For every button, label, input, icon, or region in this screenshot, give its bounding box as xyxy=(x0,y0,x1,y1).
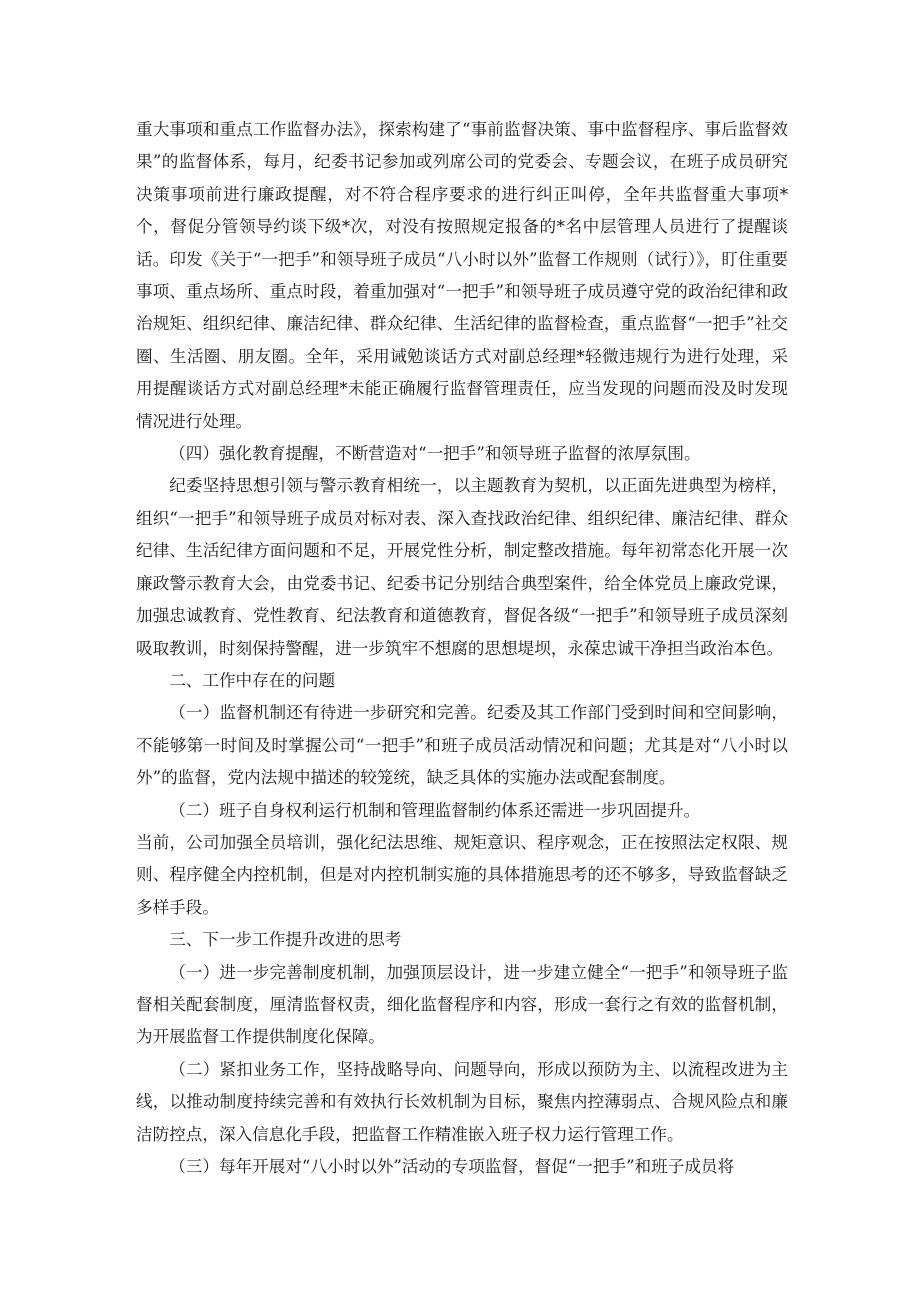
section-heading-problems: 二、工作中存在的问题 xyxy=(169,670,336,690)
paragraph-education: 纪委坚持思想引领与警示教育相统一，以主题教育为契机，以正面先进典型为榜样，组织“一把手”和领导班子成员对标对表、深入查找政治纪律、组织纪律、廉洁纪律、群众纪律、生活纪律方面问题和不足，开展党性分析，制定整改措施。每年初常态化开展一次廉政警示教育大会，由党委书记、纪委书记分别结合典型案件，给全体党员上廉政党课，加强忠诚教育、党性教育、纪法教育和道德教育，督促各级“一把手”和领导班子成员深刻吸取教训，时刻保持警醒，进一步筑牢不想腐的思想堤坝，永葆忠诚干净担当政治本色。 xyxy=(136,476,788,658)
paragraph-next-step-2: （二）紧扣业务工作，坚持战略导向、问题导向，形成以预防为主、以流程改进为主线，以推动制度持续完善和有效执行长效机制为目标，聚焦内控薄弱点、合规风险点和廉洁防控点，深入信息化手段，把监督工作精准嵌入班子权力运行管理工作。 xyxy=(136,1059,788,1144)
section-heading-next-steps: 三、下一步工作提升改进的思考 xyxy=(169,930,402,950)
paragraph-problem-2-body: 当前，公司加强全员培训，强化纪法思维、规矩意识、程序观念，正在按照法定权限、规则、程序健全内控机制，但是对内控机制实施的具体措施思考的还不够多，导致监督缺乏多样手段。 xyxy=(136,832,788,917)
paragraph-supervision-measures: 重大事项和重点工作监督办法》，探索构建了“事前监督决策、事中监督程序、事后监督效果”的监督体系，每月，纪委书记参加或列席公司的党委会、专题会议，在班子成员研究决策事项前进行廉政提醒，对不符合程序要求的进行纠正叫停，全年共监督重大事项*个，督促分管领导约谈下级*次，对没有按照规定报备的*名中层管理人员进行了提醒谈话。印发《关于“一把手”和领导班子成员“八小时以外”监督工作规则（试行）》，盯住重要事项、重点场所、重点时段，着重加强对“一把手”和领导班子成员遵守党的政治纪律和政治规矩、组织纪律、廉洁纪律、群众纪律、生活纪律的监督检查，重点监督“一把手”社交圈、生活圈、朋友圈。全年，采用诫勉谈话方式对副总经理*轻微违规行为进行处理，采用提醒谈话方式对副总经理*未能正确履行监督管理责任，应当发现的问题而没及时发现情况进行处理。 xyxy=(136,120,788,431)
paragraph-next-step-3: （三）每年开展对“八小时以外”活动的专项监督，督促“一把手”和班子成员将 xyxy=(169,1157,735,1176)
paragraph-next-step-1: （一）进一步完善制度机制，加强顶层设计，进一步建立健全“一把手”和领导班子监督相关配套制度，厘清监督权责，细化监督程序和内容，形成一套行之有效的监督机制，为开展监督工作提供制度化保障。 xyxy=(136,962,788,1047)
document-body xyxy=(136,114,788,1183)
paragraph-problem-1: （一）监督机制还有待进一步研究和完善。纪委及其工作部门受到时间和空间影响，不能够第一时间及时掌握公司“一把手”和班子成员活动情况和问题；尤其是对“八小时以外”的监督，党内法规中描述的较笼统，缺乏具体的实施办法或配套制度。 xyxy=(136,703,788,788)
section-heading-education: （四）强化教育提醒，不断营造对“一把手”和领导班子监督的浓厚氛围。 xyxy=(169,444,701,464)
paragraph-problem-2-heading: （二）班子自身权利运行机制和管理监督制约体系还需进一步巩固提升。 xyxy=(169,800,701,820)
